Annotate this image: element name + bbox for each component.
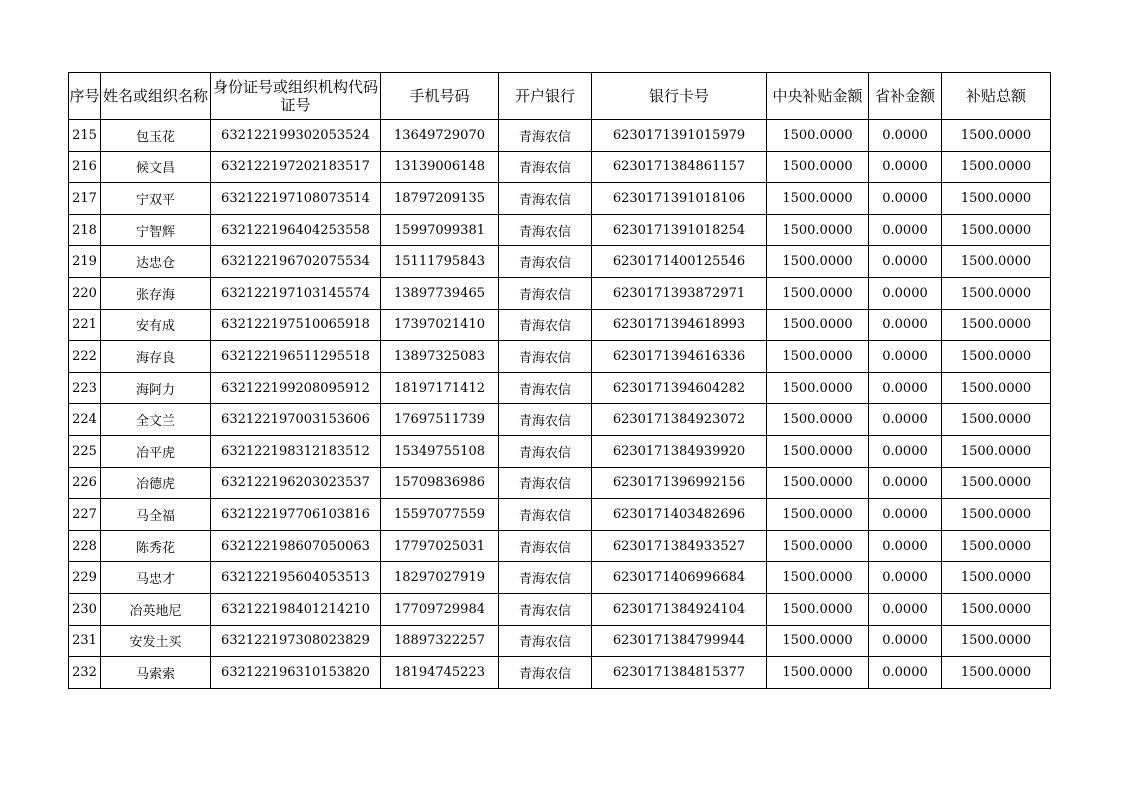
cell-phone: 13897739465 [381,277,499,309]
cell-bank: 青海农信 [499,625,592,657]
cell-id-number: 632122198312183512 [211,435,381,467]
cell-phone: 17797025031 [381,530,499,562]
cell-card-number: 6230171394618993 [592,309,767,341]
cell-central-amount: 1500.0000 [767,120,869,152]
cell-id-number: 632122197308023829 [211,625,381,657]
cell-card-number: 6230171391015979 [592,120,767,152]
cell-name: 宁智辉 [101,214,211,246]
header-seq: 序号 [69,73,101,120]
cell-bank: 青海农信 [499,183,592,215]
header-bank: 开户银行 [499,73,592,120]
cell-phone: 15597077559 [381,499,499,531]
cell-central-amount: 1500.0000 [767,467,869,499]
cell-phone: 15709836986 [381,467,499,499]
cell-seq: 230 [69,593,101,625]
table-row [69,277,1051,309]
table-row [69,625,1051,657]
cell-total-amount: 1500.0000 [942,467,1051,499]
cell-name: 冶平虎 [101,435,211,467]
cell-central-amount: 1500.0000 [767,435,869,467]
table-row [69,657,1051,689]
cell-id-number: 632122198607050063 [211,530,381,562]
table-row [69,309,1051,341]
cell-bank: 青海农信 [499,341,592,373]
cell-central-amount: 1500.0000 [767,404,869,436]
cell-name: 马忠才 [101,562,211,594]
cell-card-number: 6230171393872971 [592,277,767,309]
cell-central-amount: 1500.0000 [767,625,869,657]
cell-phone: 15349755108 [381,435,499,467]
cell-province-amount: 0.0000 [869,309,942,341]
cell-phone: 13897325083 [381,341,499,373]
cell-phone: 13649729070 [381,120,499,152]
cell-seq: 221 [69,309,101,341]
cell-phone: 17709729984 [381,593,499,625]
cell-name: 陈秀花 [101,530,211,562]
cell-province-amount: 0.0000 [869,183,942,215]
cell-seq: 215 [69,120,101,152]
table-row [69,404,1051,436]
cell-province-amount: 0.0000 [869,120,942,152]
cell-total-amount: 1500.0000 [942,372,1051,404]
cell-id-number: 632122195604053513 [211,562,381,594]
cell-province-amount: 0.0000 [869,246,942,278]
cell-total-amount: 1500.0000 [942,120,1051,152]
cell-province-amount: 0.0000 [869,593,942,625]
cell-name: 马全福 [101,499,211,531]
cell-seq: 231 [69,625,101,657]
header-id: 身份证号或组织机构代码证号 [211,73,381,120]
header-name: 姓名或组织名称 [101,73,211,120]
cell-seq: 225 [69,435,101,467]
table-row [69,562,1051,594]
cell-central-amount: 1500.0000 [767,657,869,689]
cell-phone: 13139006148 [381,151,499,183]
cell-phone: 18897322257 [381,625,499,657]
header-province: 省补金额 [869,73,942,120]
cell-id-number: 632122199302053524 [211,120,381,152]
cell-card-number: 6230171384815377 [592,657,767,689]
cell-card-number: 6230171384939920 [592,435,767,467]
cell-bank: 青海农信 [499,404,592,436]
cell-name: 张存海 [101,277,211,309]
cell-bank: 青海农信 [499,246,592,278]
cell-name: 候文昌 [101,151,211,183]
cell-seq: 228 [69,530,101,562]
cell-total-amount: 1500.0000 [942,404,1051,436]
cell-province-amount: 0.0000 [869,151,942,183]
table-body [69,120,1051,689]
cell-total-amount: 1500.0000 [942,593,1051,625]
cell-name: 包玉花 [101,120,211,152]
table-row [69,593,1051,625]
cell-card-number: 6230171384923072 [592,404,767,436]
cell-central-amount: 1500.0000 [767,277,869,309]
cell-name: 达忠仓 [101,246,211,278]
cell-name: 冶英地尼 [101,593,211,625]
cell-card-number: 6230171394604282 [592,372,767,404]
cell-seq: 226 [69,467,101,499]
cell-card-number: 6230171384799944 [592,625,767,657]
table-row [69,530,1051,562]
cell-seq: 217 [69,183,101,215]
cell-phone: 18297027919 [381,562,499,594]
cell-province-amount: 0.0000 [869,530,942,562]
cell-central-amount: 1500.0000 [767,530,869,562]
table-row [69,499,1051,531]
cell-bank: 青海农信 [499,277,592,309]
cell-seq: 227 [69,499,101,531]
table-row [69,151,1051,183]
cell-id-number: 632122197510065918 [211,309,381,341]
cell-id-number: 632122197202183517 [211,151,381,183]
cell-id-number: 632122198401214210 [211,593,381,625]
cell-province-amount: 0.0000 [869,625,942,657]
cell-central-amount: 1500.0000 [767,372,869,404]
header-card: 银行卡号 [592,73,767,120]
cell-seq: 216 [69,151,101,183]
cell-name: 安发土买 [101,625,211,657]
cell-seq: 224 [69,404,101,436]
cell-id-number: 632122197103145574 [211,277,381,309]
cell-province-amount: 0.0000 [869,499,942,531]
table-row [69,467,1051,499]
table-row [69,183,1051,215]
cell-total-amount: 1500.0000 [942,657,1051,689]
cell-seq: 223 [69,372,101,404]
cell-phone: 15997099381 [381,214,499,246]
cell-id-number: 632122199208095912 [211,372,381,404]
cell-bank: 青海农信 [499,499,592,531]
cell-id-number: 632122197108073514 [211,183,381,215]
cell-name: 海阿力 [101,372,211,404]
cell-total-amount: 1500.0000 [942,530,1051,562]
cell-seq: 229 [69,562,101,594]
cell-card-number: 6230171384933527 [592,530,767,562]
cell-central-amount: 1500.0000 [767,183,869,215]
table-row [69,341,1051,373]
cell-name: 安有成 [101,309,211,341]
cell-name: 全文兰 [101,404,211,436]
cell-phone: 18797209135 [381,183,499,215]
cell-central-amount: 1500.0000 [767,499,869,531]
cell-phone: 18197171412 [381,372,499,404]
cell-province-amount: 0.0000 [869,277,942,309]
header-row [69,73,1051,120]
cell-bank: 青海农信 [499,657,592,689]
cell-id-number: 632122196404253558 [211,214,381,246]
cell-id-number: 632122196702075534 [211,246,381,278]
cell-central-amount: 1500.0000 [767,151,869,183]
cell-central-amount: 1500.0000 [767,593,869,625]
cell-name: 宁双平 [101,183,211,215]
cell-province-amount: 0.0000 [869,467,942,499]
cell-bank: 青海农信 [499,530,592,562]
cell-total-amount: 1500.0000 [942,246,1051,278]
cell-id-number: 632122197706103816 [211,499,381,531]
cell-total-amount: 1500.0000 [942,625,1051,657]
cell-central-amount: 1500.0000 [767,309,869,341]
cell-total-amount: 1500.0000 [942,435,1051,467]
cell-bank: 青海农信 [499,435,592,467]
cell-card-number: 6230171391018106 [592,183,767,215]
cell-seq: 219 [69,246,101,278]
header-phone: 手机号码 [381,73,499,120]
cell-id-number: 632122197003153606 [211,404,381,436]
cell-seq: 222 [69,341,101,373]
cell-bank: 青海农信 [499,214,592,246]
cell-id-number: 632122196310153820 [211,657,381,689]
cell-total-amount: 1500.0000 [942,499,1051,531]
cell-province-amount: 0.0000 [869,562,942,594]
header-central: 中央补贴金额 [767,73,869,120]
header-total: 补贴总额 [942,73,1051,120]
cell-card-number: 6230171384924104 [592,593,767,625]
cell-central-amount: 1500.0000 [767,341,869,373]
cell-id-number: 632122196511295518 [211,341,381,373]
cell-phone: 15111795843 [381,246,499,278]
cell-card-number: 6230171400125546 [592,246,767,278]
cell-seq: 220 [69,277,101,309]
table-row [69,372,1051,404]
cell-province-amount: 0.0000 [869,657,942,689]
cell-bank: 青海农信 [499,372,592,404]
cell-total-amount: 1500.0000 [942,562,1051,594]
cell-card-number: 6230171396992156 [592,467,767,499]
cell-total-amount: 1500.0000 [942,309,1051,341]
cell-province-amount: 0.0000 [869,341,942,373]
cell-seq: 232 [69,657,101,689]
cell-card-number: 6230171406996684 [592,562,767,594]
cell-name: 马索索 [101,657,211,689]
subsidy-table [68,72,1051,689]
cell-total-amount: 1500.0000 [942,151,1051,183]
cell-phone: 17397021410 [381,309,499,341]
cell-bank: 青海农信 [499,562,592,594]
cell-card-number: 6230171403482696 [592,499,767,531]
cell-card-number: 6230171384861157 [592,151,767,183]
cell-central-amount: 1500.0000 [767,246,869,278]
cell-central-amount: 1500.0000 [767,214,869,246]
cell-bank: 青海农信 [499,120,592,152]
cell-name: 冶德虎 [101,467,211,499]
cell-province-amount: 0.0000 [869,404,942,436]
cell-total-amount: 1500.0000 [942,183,1051,215]
cell-total-amount: 1500.0000 [942,277,1051,309]
cell-phone: 17697511739 [381,404,499,436]
cell-seq: 218 [69,214,101,246]
table-row [69,246,1051,278]
cell-province-amount: 0.0000 [869,214,942,246]
cell-phone: 18194745223 [381,657,499,689]
table-header [69,73,1051,120]
cell-total-amount: 1500.0000 [942,341,1051,373]
cell-card-number: 6230171394616336 [592,341,767,373]
cell-central-amount: 1500.0000 [767,562,869,594]
cell-bank: 青海农信 [499,309,592,341]
cell-bank: 青海农信 [499,151,592,183]
table-row [69,120,1051,152]
table-row [69,435,1051,467]
cell-id-number: 632122196203023537 [211,467,381,499]
cell-bank: 青海农信 [499,593,592,625]
cell-province-amount: 0.0000 [869,372,942,404]
cell-total-amount: 1500.0000 [942,214,1051,246]
cell-bank: 青海农信 [499,467,592,499]
table-row [69,214,1051,246]
cell-card-number: 6230171391018254 [592,214,767,246]
cell-province-amount: 0.0000 [869,435,942,467]
cell-name: 海存良 [101,341,211,373]
